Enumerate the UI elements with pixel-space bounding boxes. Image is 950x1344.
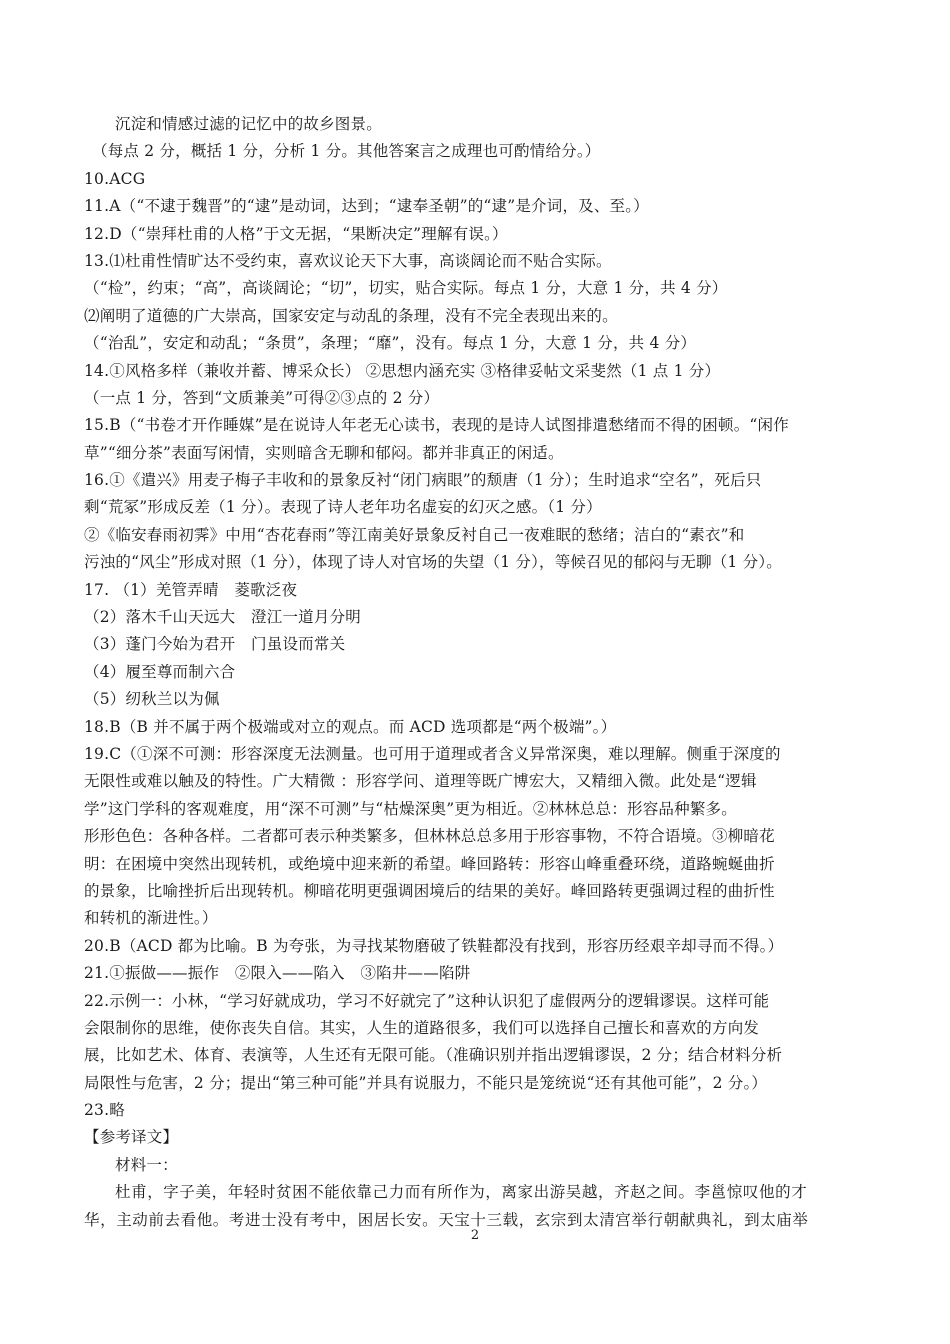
- answer-23: 23.略: [84, 1101, 125, 1120]
- answer-13: 13.⑴杜甫性情旷达不受约束，喜欢议论天下大事，高谈阔论而不贴合实际。: [84, 251, 612, 270]
- page-number: 2: [470, 1228, 480, 1243]
- text-line: 草”“细分茶”表面写闲情，实则暗含无聊和郁闷。都并非真正的闲适。: [84, 443, 564, 462]
- text-line: （5）纫秋兰以为佩: [84, 690, 220, 709]
- answer-17: 17. （1）羌管弄晴 菱歌泛夜: [84, 580, 298, 599]
- answer-11: 11.A（“不逮于魏晋”的“逮”是动词，达到；“逮奉圣朝”的“逮”是介词，及、至。）: [84, 197, 649, 216]
- answer-10: 10.ACG: [84, 169, 146, 188]
- text-line: 无限性或难以触及的特性。广大精微 ：形容学问、道理等既广博宏大，又精细入微。此处是“逻辑: [84, 772, 757, 791]
- text-line: （3）蓬门今始为君开 门虽设而常关: [84, 635, 346, 654]
- text-line: 明：在困境中突然出现转机，或绝境中迎来新的希望。峰回路转：形容山峰重叠环绕，道路蜿蜒曲折: [84, 854, 775, 873]
- text-line: 和转机的渐进性。）: [84, 909, 218, 928]
- section-heading: 【参考译文】: [84, 1128, 179, 1147]
- text-line: （一点 1 分，答到“文质兼美”可得②③点的 2 分）: [84, 388, 440, 407]
- text-line: 学”这门学科的客观难度，用“深不可测”与“枯燥深奥”更为相近。②林林总总：形容品种繁多。: [84, 799, 737, 818]
- subsection-label: 材料一：: [115, 1155, 178, 1174]
- text-line: （“治乱”，安定和动乱；“条贯”，条理；“靡”，没有。每点 1 分，大意 1 分，共 4 分）: [84, 334, 697, 353]
- text-line: 的景象，比喻挫折后出现转机。柳暗花明更强调困境后的结果的美好。峰回路转更强调过程的曲折性: [84, 881, 775, 900]
- text-line: ②《临安春雨初霁》中用“杏花春雨”等江南美好景象反衬自己一夜难眠的愁绪；洁白的“素衣”和: [84, 525, 745, 544]
- answer-16: 16.①《遣兴》用麦子梅子丰收和的景象反衬“闭门病眼”的颓唐（1 分）；生时追求“空名”，死后只: [84, 471, 762, 490]
- text-line: 会限制你的思维，使你丧失自信。其实，人生的道路很多，我们可以选择自己擅长和喜欢的方向发: [84, 1018, 760, 1037]
- text-line: 剩“荒冢”形成反差（1 分）。表现了诗人老年功名虚妄的幻灭之感。（1 分）: [84, 498, 602, 517]
- answer-12: 12.D（“崇拜杜甫的人格”于文无据，“果断决定”理解有误。）: [84, 224, 508, 243]
- answer-20: 20.B（ACD 都为比喻。B 为夸张，为寻找某物磨破了铁鞋都没有找到，形容历经艰辛却寻而不得。）: [84, 936, 784, 955]
- answer-15: 15.B（“书卷才开作睡媒”是在说诗人年老无心读书，表现的是诗人试图排遣愁绪而不得的困顿。“闲作: [84, 416, 789, 435]
- answer-18: 18.B（B 并不属于两个极端或对立的观点。而 ACD 选项都是“两个极端”。）: [84, 717, 617, 736]
- answer-22: 22.示例一：小林，“学习好就成功，学习不好就完了”这种认识犯了虚假两分的逻辑谬误。这样可能: [84, 991, 770, 1010]
- text-line: （4）履至尊而制六合: [84, 662, 236, 681]
- text-line: 污浊的“风尘”形成对照（1 分），体现了诗人对官场的失望（1 分），等候召见的郁闷与无聊（1 分）。: [84, 553, 782, 572]
- answer-19: 19.C（①深不可测：形容深度无法测量。也可用于道理或者含义异常深奥，难以理解。侧重于深度的: [84, 744, 781, 763]
- answer-21: 21.①振做——振作 ②限入——陷入 ③陷井——陷阱: [84, 964, 471, 983]
- answer-14: 14.①风格多样（兼收并蓄、博采众长） ②思想内涵充实 ③格律妥帖文采斐然（1 点 1 分）: [84, 361, 721, 380]
- text-line: （每点 2 分，概括 1 分，分析 1 分。其他答案言之成理也可酌情给分。）: [92, 142, 601, 161]
- text-line: 沉淀和情感过滤的记忆中的故乡图景。: [115, 115, 382, 133]
- translation-line: 华，主动前去看他。考进士没有考中，困居长安。天宝十三载，玄宗到太清宫举行朝献典礼，到太庙举: [84, 1210, 809, 1229]
- text-line: 局限性与危害，2 分；提出“第三种可能”并具有说服力，不能只是笼统说“还有其他可能”，2 分。）: [84, 1073, 768, 1092]
- answer-text-block: [84, 111, 884, 1234]
- text-line: 展，比如艺术、体育、表演等，人生还有无限可能。（准确识别并指出逻辑谬误，2 分；结合材料分析: [84, 1046, 783, 1065]
- translation-line: 杜甫，字子美，年轻时贫困不能依靠己力而有所作为，离家出游吴越，齐赵之间。李邕惊叹他的才: [115, 1183, 808, 1202]
- text-line: （2）落木千山天远大 澄江一道月分明: [84, 608, 361, 627]
- text-line: 形形色色：各种各样。二者都可表示种类繁多，但林林总总多用于形容事物，不符合语境。③柳暗花: [84, 827, 775, 846]
- text-line: ⑵阐明了道德的广大崇高，国家安定与动乱的条理，没有不完全表现出来的。: [84, 306, 618, 325]
- text-line: （“检”，约束；“高”，高谈阔论；“切”，切实，贴合实际。每点 1 分，大意 1 分，共 4 分）: [84, 279, 728, 298]
